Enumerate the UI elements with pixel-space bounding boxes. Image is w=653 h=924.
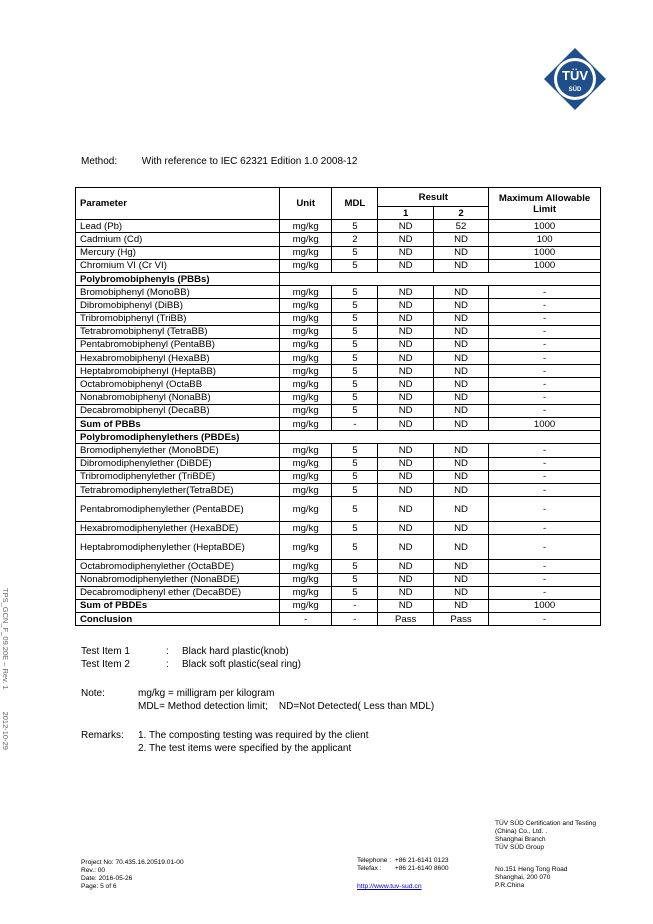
parameter-cell: Tetrabromodiphenylether(TetraBDE): [76, 483, 280, 496]
method-value: With reference to IEC 62321 Edition 1.0 2008-12: [141, 156, 358, 167]
table-row: [76, 246, 601, 259]
max-limit-cell: -: [489, 470, 601, 483]
header-result: Result: [378, 188, 489, 207]
result-2-cell: ND: [433, 233, 488, 246]
result-2-cell: ND: [433, 444, 488, 457]
result-1-cell: ND: [378, 586, 433, 599]
parameter-cell: Conclusion: [76, 613, 280, 626]
unit-cell: mg/kg: [280, 259, 332, 272]
method-line: [81, 156, 357, 167]
unit-cell: mg/kg: [280, 497, 332, 522]
unit-cell: mg/kg: [280, 352, 332, 365]
parameter-cell: Tribromodiphenylether (TriBDE): [76, 470, 280, 483]
parameter-cell: Hexabromodiphenylether (HexaBDE): [76, 522, 280, 535]
results-table: [75, 187, 601, 626]
max-limit-cell: -: [489, 535, 601, 560]
report-date: Date: 2016-05-26: [81, 875, 133, 882]
mdl-cell: 5: [332, 312, 378, 325]
result-1-cell: ND: [378, 259, 433, 272]
unit-cell: mg/kg: [280, 378, 332, 391]
table-row: [76, 599, 601, 612]
result-2-cell: ND: [433, 457, 488, 470]
parameter-cell: Dibromodiphenylether (DiBDE): [76, 457, 280, 470]
mdl-cell: 5: [332, 365, 378, 378]
remarks-label: Remarks:: [81, 730, 124, 741]
parameter-cell: Bromobiphenyl (MonoBB): [76, 286, 280, 299]
unit-cell: mg/kg: [280, 586, 332, 599]
max-limit-cell: 1000: [489, 259, 601, 272]
results-table-body: [76, 220, 601, 626]
table-row: [76, 497, 601, 522]
result-1-cell: Pass: [378, 613, 433, 626]
unit-cell: mg/kg: [280, 522, 332, 535]
parameter-cell: Dibromobiphenyl (DiBB): [76, 299, 280, 312]
test-items: [81, 645, 301, 671]
result-1-cell: ND: [378, 365, 433, 378]
mdl-cell: 5: [332, 325, 378, 338]
header-mdl: MDL: [332, 188, 378, 220]
group-header-row: [76, 272, 601, 285]
result-1-cell: ND: [378, 470, 433, 483]
unit-cell: mg/kg: [280, 286, 332, 299]
parameter-cell: Cadmium (Cd): [76, 233, 280, 246]
result-2-cell: ND: [433, 325, 488, 338]
result-1-cell: ND: [378, 312, 433, 325]
group-header-row: [76, 431, 601, 444]
group-empty-cell: [280, 431, 601, 444]
telefax: +86 21-6140 8600: [394, 865, 449, 872]
telephone: +86 21-6141 0123: [394, 857, 449, 864]
result-1-cell: ND: [378, 599, 433, 612]
result-1-cell: ND: [378, 299, 433, 312]
header-result-2: 2: [433, 207, 488, 220]
website-link[interactable]: http://www.tuv-sud.cn: [357, 883, 422, 890]
max-limit-cell: -: [489, 573, 601, 586]
result-2-cell: ND: [433, 312, 488, 325]
result-2-cell: ND: [433, 378, 488, 391]
max-limit-cell: -: [489, 338, 601, 351]
table-row: [76, 418, 601, 431]
result-2-cell: Pass: [433, 613, 488, 626]
result-2-cell: ND: [433, 560, 488, 573]
result-1-cell: ND: [378, 246, 433, 259]
max-limit-cell: -: [489, 497, 601, 522]
table-row: [76, 444, 601, 457]
table-row: [76, 352, 601, 365]
note-label: Note:: [81, 688, 105, 699]
table-row: [76, 312, 601, 325]
unit-cell: mg/kg: [280, 404, 332, 417]
result-1-cell: ND: [378, 497, 433, 522]
result-1-cell: ND: [378, 404, 433, 417]
parameter-cell: Lead (Pb): [76, 220, 280, 233]
result-2-cell: ND: [433, 286, 488, 299]
max-limit-cell: 100: [489, 233, 601, 246]
logo-text: TÜV: [562, 68, 588, 83]
header-parameter: Parameter: [76, 188, 280, 220]
mdl-cell: 5: [332, 338, 378, 351]
result-1-cell: ND: [378, 325, 433, 338]
max-limit-cell: 1000: [489, 418, 601, 431]
mdl-cell: 5: [332, 378, 378, 391]
form-code: TPS_GCN_F_09.20E – Rev. 1: [1, 588, 10, 690]
result-1-cell: ND: [378, 418, 433, 431]
footer-company: TÜV SÜD Certification and Testing (China) Co., Ltd. . Shanghai Branch TÜV SÜD Group: [495, 820, 597, 851]
header-max-limit: Maximum Allowable Limit: [489, 188, 601, 220]
footer-contact: Telephone : +86 21-6141 0123 Telefax : +86 21-6140 8600: [357, 857, 449, 872]
table-row: [76, 338, 601, 351]
table-row: [76, 391, 601, 404]
result-2-cell: ND: [433, 599, 488, 612]
max-limit-cell: -: [489, 352, 601, 365]
table-row: [76, 483, 601, 496]
test-item-1: Test Item 1 : Black hard plastic(knob): [81, 646, 289, 657]
table-row: [76, 470, 601, 483]
table-row: [76, 299, 601, 312]
page-number: Page: 5 of 6: [81, 883, 117, 890]
result-2-cell: ND: [433, 338, 488, 351]
result-1-cell: ND: [378, 352, 433, 365]
result-2-cell: ND: [433, 404, 488, 417]
parameter-cell: Sum of PBDEs: [76, 599, 280, 612]
table-row: [76, 259, 601, 272]
tuv-sud-logo: [543, 47, 607, 111]
unit-cell: mg/kg: [280, 233, 332, 246]
mdl-cell: 5: [332, 535, 378, 560]
mdl-cell: 5: [332, 286, 378, 299]
result-2-cell: ND: [433, 522, 488, 535]
mdl-cell: 5: [332, 404, 378, 417]
table-row: [76, 220, 601, 233]
remarks-line-2: 2. The test items were specified by the applicant: [138, 743, 352, 754]
parameter-cell: Bromodiphenylether (MonoBDE): [76, 444, 280, 457]
table-row: [76, 522, 601, 535]
table-row: [76, 573, 601, 586]
header-unit: Unit: [280, 188, 332, 220]
result-2-cell: ND: [433, 535, 488, 560]
parameter-cell: Nonabromodiphenylether (NonaBDE): [76, 573, 280, 586]
result-2-cell: ND: [433, 391, 488, 404]
unit-cell: mg/kg: [280, 560, 332, 573]
mdl-cell: 5: [332, 457, 378, 470]
remarks-line-1: 1. The composting testing was required by the client: [138, 730, 369, 741]
max-limit-cell: 1000: [489, 220, 601, 233]
max-limit-cell: -: [489, 483, 601, 496]
unit-cell: mg/kg: [280, 418, 332, 431]
unit-cell: mg/kg: [280, 391, 332, 404]
unit-cell: mg/kg: [280, 299, 332, 312]
result-2-cell: ND: [433, 246, 488, 259]
parameter-cell: Decabromodiphenyl ether (DecaBDE): [76, 586, 280, 599]
unit-cell: mg/kg: [280, 483, 332, 496]
max-limit-cell: -: [489, 325, 601, 338]
logo-sub: SÜD: [568, 87, 582, 93]
parameter-cell: Nonabromobiphenyl (NonaBB): [76, 391, 280, 404]
max-limit-cell: -: [489, 365, 601, 378]
mdl-cell: 5: [332, 497, 378, 522]
result-2-cell: ND: [433, 497, 488, 522]
mdl-cell: 5: [332, 586, 378, 599]
mdl-cell: -: [332, 418, 378, 431]
max-limit-cell: -: [489, 286, 601, 299]
note-block: [81, 687, 434, 713]
mdl-cell: 5: [332, 444, 378, 457]
result-1-cell: ND: [378, 286, 433, 299]
mdl-cell: 5: [332, 470, 378, 483]
unit-cell: mg/kg: [280, 535, 332, 560]
max-limit-cell: -: [489, 391, 601, 404]
unit-cell: mg/kg: [280, 220, 332, 233]
group-empty-cell: [280, 272, 601, 285]
mdl-cell: 5: [332, 352, 378, 365]
max-limit-cell: 1000: [489, 246, 601, 259]
mdl-cell: 5: [332, 259, 378, 272]
unit-cell: mg/kg: [280, 325, 332, 338]
unit-cell: mg/kg: [280, 470, 332, 483]
table-row: [76, 365, 601, 378]
unit-cell: mg/kg: [280, 365, 332, 378]
parameter-cell: Chromium VI (Cr VI): [76, 259, 280, 272]
mdl-cell: 5: [332, 560, 378, 573]
note-line-2: MDL= Method detection limit; ND=Not Detected( Less than MDL): [138, 701, 435, 712]
parameter-cell: Mercury (Hg): [76, 246, 280, 259]
result-2-cell: ND: [433, 365, 488, 378]
result-1-cell: ND: [378, 573, 433, 586]
max-limit-cell: 1000: [489, 599, 601, 612]
unit-cell: mg/kg: [280, 599, 332, 612]
mdl-cell: 5: [332, 483, 378, 496]
form-date: 2012-10-29: [1, 711, 10, 750]
max-limit-cell: -: [489, 444, 601, 457]
result-1-cell: ND: [378, 338, 433, 351]
max-limit-cell: -: [489, 457, 601, 470]
unit-cell: mg/kg: [280, 457, 332, 470]
mdl-cell: 5: [332, 220, 378, 233]
table-row: [76, 325, 601, 338]
result-2-cell: ND: [433, 418, 488, 431]
result-1-cell: ND: [378, 483, 433, 496]
method-label: Method:: [81, 156, 118, 167]
parameter-cell: Hexabromobiphenyl (HexaBB): [76, 352, 280, 365]
table-row: [76, 613, 601, 626]
parameter-cell: Tribromobiphenyl (TriBB): [76, 312, 280, 325]
mdl-cell: 5: [332, 573, 378, 586]
parameter-cell: Decabromobiphenyl (DecaBB): [76, 404, 280, 417]
parameter-cell: Pentabromobiphenyl (PentaBB): [76, 338, 280, 351]
result-2-cell: ND: [433, 299, 488, 312]
max-limit-cell: -: [489, 560, 601, 573]
parameter-cell: Octabromobiphenyl (OctaBB: [76, 378, 280, 391]
footer-project-info: [81, 859, 184, 891]
result-2-cell: ND: [433, 586, 488, 599]
test-item-2: Test Item 2 : Black soft plastic(seal ring): [81, 659, 301, 670]
result-1-cell: ND: [378, 444, 433, 457]
mdl-cell: -: [332, 613, 378, 626]
mdl-cell: 5: [332, 391, 378, 404]
result-1-cell: ND: [378, 220, 433, 233]
mdl-cell: 5: [332, 246, 378, 259]
unit-cell: mg/kg: [280, 338, 332, 351]
parameter-cell: Tetrabromobiphenyl (TetraBB): [76, 325, 280, 338]
table-row: [76, 560, 601, 573]
result-1-cell: ND: [378, 378, 433, 391]
result-2-cell: ND: [433, 470, 488, 483]
unit-cell: mg/kg: [280, 312, 332, 325]
table-row: [76, 404, 601, 417]
max-limit-cell: -: [489, 312, 601, 325]
parameter-cell: Octabromodiphenylether (OctaBDE): [76, 560, 280, 573]
result-1-cell: ND: [378, 535, 433, 560]
note-line-1: mg/kg = milligram per kilogram: [138, 688, 275, 699]
table-row: [76, 535, 601, 560]
footer-address: No.151 Heng Tong Road Shanghai, 200 070 P.R.China: [495, 866, 568, 889]
result-2-cell: ND: [433, 352, 488, 365]
group-label: Polybromobiphenyls (PBBs): [76, 272, 280, 285]
header-result-1: 1: [378, 207, 433, 220]
side-form-code: [1, 588, 10, 768]
revision: Rev.: 00: [81, 867, 106, 874]
result-2-cell: ND: [433, 483, 488, 496]
result-2-cell: ND: [433, 259, 488, 272]
unit-cell: mg/kg: [280, 573, 332, 586]
max-limit-cell: -: [489, 613, 601, 626]
table-row: [76, 378, 601, 391]
result-1-cell: ND: [378, 560, 433, 573]
result-2-cell: 52: [433, 220, 488, 233]
mdl-cell: 5: [332, 299, 378, 312]
mdl-cell: -: [332, 599, 378, 612]
result-1-cell: ND: [378, 391, 433, 404]
unit-cell: mg/kg: [280, 246, 332, 259]
result-1-cell: ND: [378, 457, 433, 470]
table-row: [76, 586, 601, 599]
max-limit-cell: -: [489, 522, 601, 535]
max-limit-cell: -: [489, 586, 601, 599]
parameter-cell: Heptabromobiphenyl (HeptaBB): [76, 365, 280, 378]
unit-cell: -: [280, 613, 332, 626]
mdl-cell: 5: [332, 522, 378, 535]
result-1-cell: ND: [378, 233, 433, 246]
max-limit-cell: -: [489, 299, 601, 312]
parameter-cell: Pentabromodiphenylether (PentaBDE): [76, 497, 280, 522]
project-number: Project No: 70.435.16.20519.01-00: [81, 859, 184, 866]
table-row: [76, 286, 601, 299]
unit-cell: mg/kg: [280, 444, 332, 457]
result-1-cell: ND: [378, 522, 433, 535]
remarks-block: [81, 729, 369, 755]
parameter-cell: Sum of PBBs: [76, 418, 280, 431]
table-row: [76, 233, 601, 246]
mdl-cell: 2: [332, 233, 378, 246]
table-row: [76, 457, 601, 470]
result-2-cell: ND: [433, 573, 488, 586]
max-limit-cell: -: [489, 378, 601, 391]
parameter-cell: Heptabromodiphenylether (HeptaBDE): [76, 535, 280, 560]
max-limit-cell: -: [489, 404, 601, 417]
group-label: Polybromodiphenylethers (PBDEs): [76, 431, 280, 444]
